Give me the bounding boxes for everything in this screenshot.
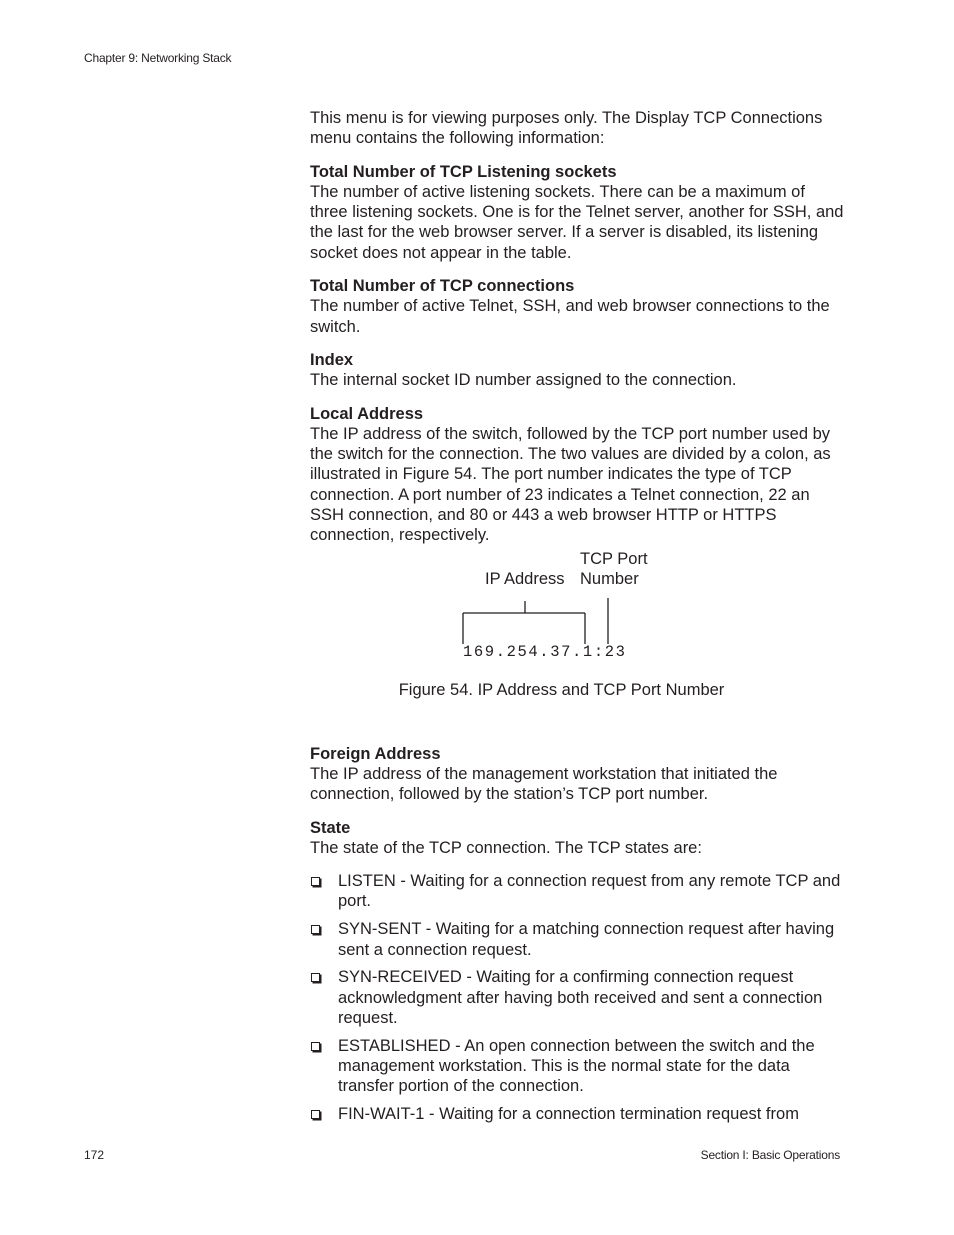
section-heading: Total Number of TCP connections bbox=[310, 277, 575, 296]
section-tcp-connections bbox=[310, 276, 845, 337]
figure-label-tcp-port-line2: Number bbox=[580, 569, 639, 588]
list-item-text: LISTEN - Waiting for a connection request from any remote TCP and port. bbox=[338, 872, 841, 911]
section-heading: State bbox=[310, 818, 351, 837]
section-body: The IP address of the management workstation that initiated the connection, followed by the station’s TCP port number. bbox=[310, 764, 778, 804]
section-listening-sockets bbox=[310, 162, 845, 263]
figure-example-address: 169.254.37.1:23 bbox=[463, 642, 627, 661]
tcp-states-list bbox=[310, 871, 845, 1124]
section-local-address bbox=[310, 404, 845, 546]
figure-bracket-lines bbox=[310, 554, 845, 654]
section-body: The IP address of the switch, followed by the TCP port number used by the switch for the connection. The two values are divided by a colon, as illustrated in Figure 54. The port number indicates the type of TCP connection. A port number of 23 indicates a Telnet connection, 22 an SSH connection, and 80 or 443 a web browser HTTP or HTTPS connection, respectively. bbox=[310, 424, 831, 545]
checkbox-bullet-icon bbox=[311, 877, 320, 886]
list-item bbox=[310, 967, 845, 1028]
section-foreign-address bbox=[310, 744, 845, 805]
list-item bbox=[310, 1036, 845, 1097]
list-item-text: ESTABLISHED - An open connection between the switch and the management workstation. This is the normal state for the data transfer portion of the connection. bbox=[338, 1036, 815, 1096]
page-content bbox=[310, 108, 845, 1132]
figure-ip-port bbox=[310, 549, 845, 744]
running-header: Chapter 9: Networking Stack bbox=[84, 51, 232, 65]
list-item bbox=[310, 919, 845, 960]
checkbox-bullet-icon bbox=[311, 1110, 320, 1119]
intro-paragraph: This menu is for viewing purposes only. The Display TCP Connections menu contains the following information: bbox=[310, 109, 823, 148]
section-body: The state of the TCP connection. The TCP states are: bbox=[310, 838, 702, 857]
section-heading: Foreign Address bbox=[310, 744, 441, 763]
section-heading: Index bbox=[310, 350, 354, 369]
figure-label-tcp-port-line1: TCP Port bbox=[580, 549, 648, 568]
list-item bbox=[310, 1104, 845, 1124]
section-body: The number of active listening sockets. There can be a maximum of three listening sockets. One is for the Telnet server, another for SSH, and the last for the web browser server. If a server is disabled, its listening socket does not appear in the table. bbox=[310, 182, 844, 262]
list-item-text: SYN-RECEIVED - Waiting for a confirming connection request acknowledgment after having both received and sent a connection request. bbox=[338, 968, 823, 1027]
list-item bbox=[310, 871, 845, 912]
checkbox-bullet-icon bbox=[311, 973, 320, 982]
list-item-text: FIN-WAIT-1 - Waiting for a connection termination request from bbox=[338, 1105, 799, 1124]
list-item-text: SYN-SENT - Waiting for a matching connection request after having sent a connection request. bbox=[338, 920, 835, 959]
checkbox-bullet-icon bbox=[311, 925, 320, 934]
figure-caption: Figure 54. IP Address and TCP Port Number bbox=[398, 680, 725, 699]
page-number: 172 bbox=[84, 1148, 105, 1162]
figure-label-ip-address: IP Address bbox=[485, 569, 565, 588]
section-body: The internal socket ID number assigned to the connection. bbox=[310, 371, 737, 390]
section-state bbox=[310, 818, 845, 859]
section-heading: Local Address bbox=[310, 404, 424, 423]
checkbox-bullet-icon bbox=[311, 1042, 320, 1051]
section-body: The number of active Telnet, SSH, and web browser connections to the switch. bbox=[310, 297, 830, 336]
running-footer-section: Section I: Basic Operations bbox=[700, 1148, 840, 1162]
section-heading: Total Number of TCP Listening sockets bbox=[310, 162, 617, 181]
section-index bbox=[310, 350, 845, 391]
